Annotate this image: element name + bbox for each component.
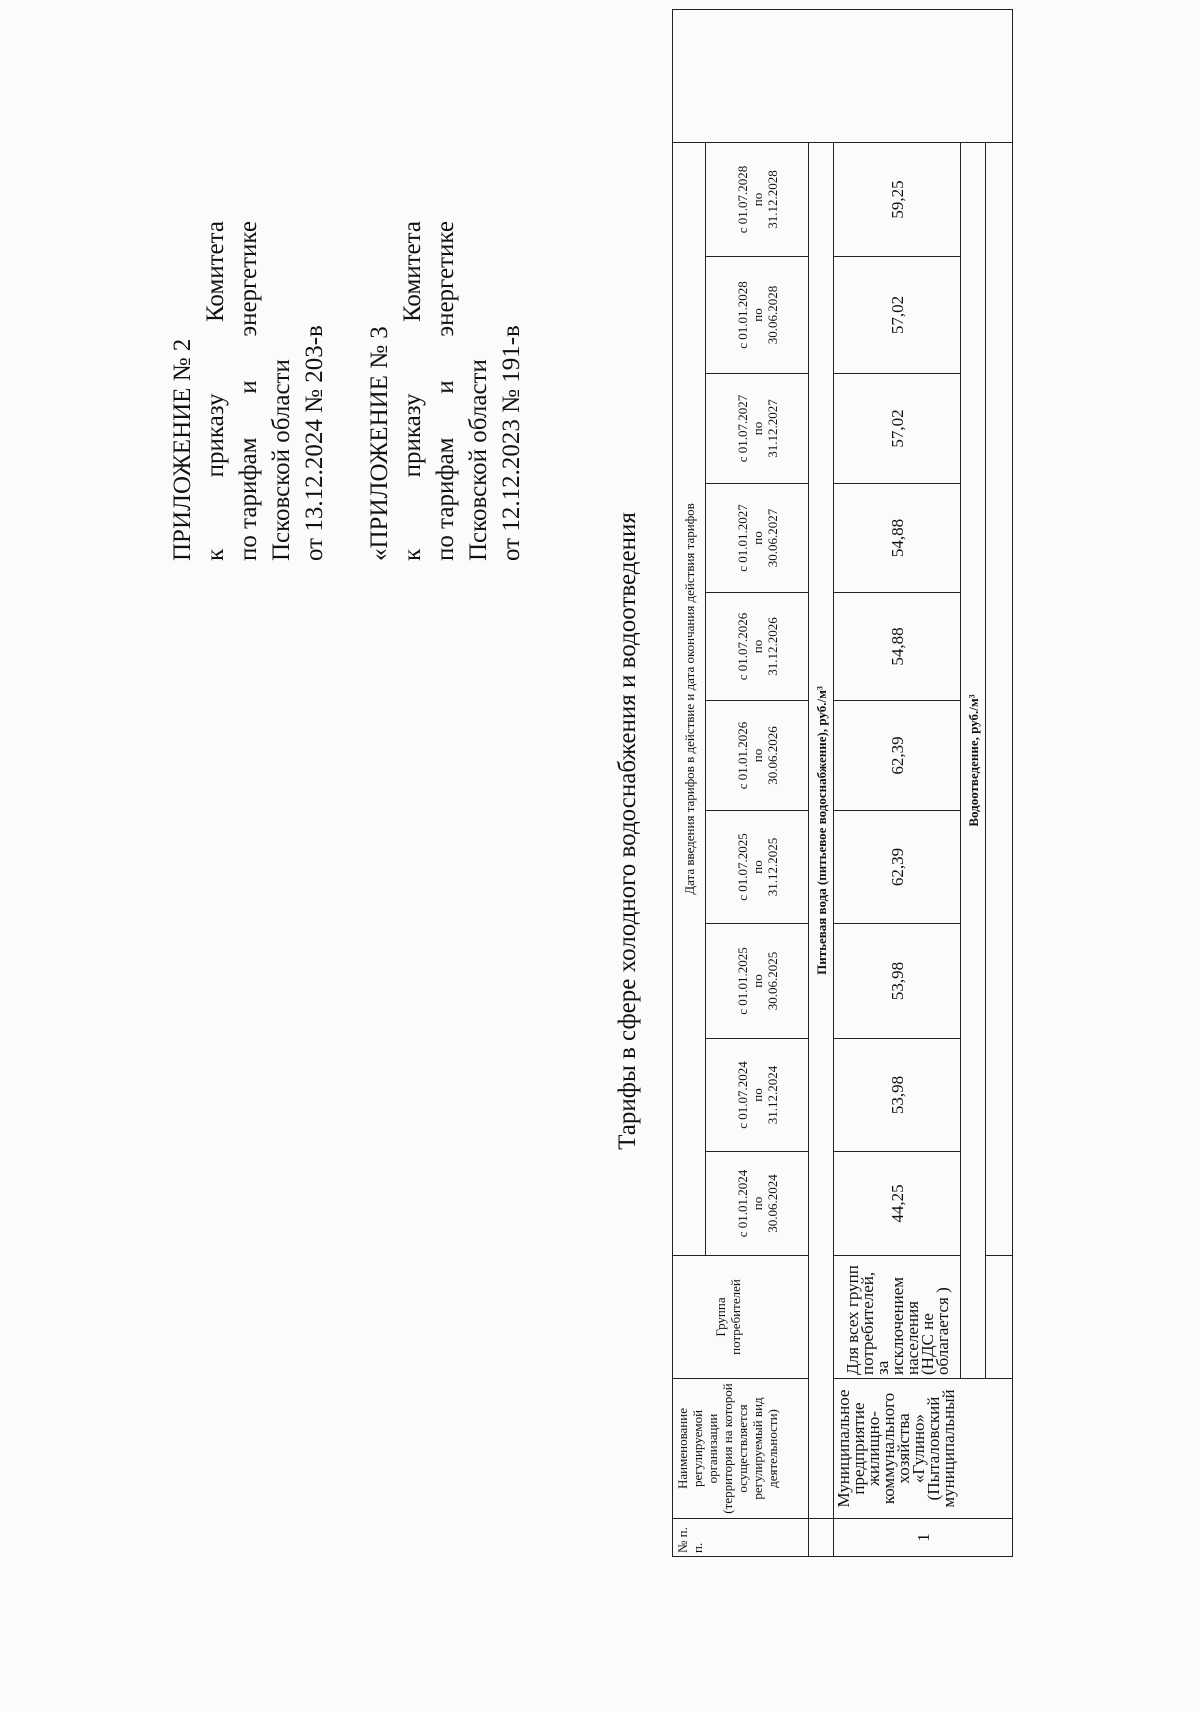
period-to: 31.12.2028 — [764, 170, 780, 229]
sewer-group-cell — [986, 1256, 1013, 1379]
period-from: с 01.07.2026 — [734, 612, 750, 681]
period-from: с 01.01.2027 — [734, 504, 750, 572]
appendix-title: ПРИЛОЖЕНИЕ № 2 — [169, 338, 196, 561]
tariff-value: 62,39 — [834, 811, 961, 924]
period-cell — [706, 1152, 809, 1256]
col-header-dates: Дата введения тарифов в действие и дата окончания действия тарифов — [673, 143, 706, 1256]
right-margin-cell — [673, 10, 1013, 143]
sewer-values-cell — [986, 143, 1013, 1256]
period-mid: по — [749, 860, 765, 874]
period-cell — [706, 593, 809, 701]
header-row — [673, 10, 706, 1557]
period-mid: по — [749, 1088, 765, 1102]
period-from: с 01.01.2028 — [734, 281, 750, 349]
tariff-value: 44,25 — [834, 1152, 961, 1256]
tariff-value: 62,39 — [834, 701, 961, 811]
period-to: 30.06.2027 — [764, 508, 780, 568]
period-mid: по — [749, 421, 765, 436]
period-to: 30.06.2028 — [764, 285, 780, 345]
appendix-title: «ПРИЛОЖЕНИЕ № 3 — [366, 326, 393, 561]
order-date-number: от 13.12.2024 № 203-в — [301, 325, 328, 561]
row-number: 1 — [834, 1519, 1013, 1557]
col-header-group: Группа потребителей — [673, 1256, 809, 1379]
tariff-value: 53,98 — [834, 1039, 961, 1152]
col-header-num: № п. п. — [673, 1519, 809, 1557]
col-header-org: Наименование регулируемой организации (территория на которой осуществляется регулируемый вид деятельности) — [673, 1379, 809, 1519]
period-from: с 01.01.2026 — [734, 721, 750, 790]
period-cell — [706, 374, 809, 484]
tariff-value: 59,25 — [834, 143, 961, 257]
water-values-row — [834, 10, 961, 1557]
org-name: Муниципальное предприятие жилищно-коммунального хозяйства «Гулино» (Пыталовский муниципальный — [834, 1379, 1013, 1519]
period-cell — [706, 701, 809, 811]
period-cell — [706, 1039, 809, 1152]
period-to: 31.12.2027 — [764, 399, 780, 458]
appendix-header-new: ПРИЛОЖЕНИЕ № 2 к приказу Комитета по тарифам и энергетике Псковской области от 13.12.2024 № 203-в — [166, 221, 331, 561]
period-cell — [706, 484, 809, 593]
section-sewer-row — [961, 10, 986, 1557]
period-to: 30.06.2025 — [764, 951, 780, 1011]
period-from: с 01.07.2024 — [734, 1061, 750, 1129]
tariff-value: 53,98 — [834, 924, 961, 1039]
period-mid: по — [749, 1196, 765, 1211]
period-cell — [706, 811, 809, 924]
tariff-value: 54,88 — [834, 484, 961, 593]
period-to: 31.12.2024 — [764, 1065, 780, 1125]
period-to: 30.06.2026 — [764, 726, 780, 785]
period-mid: по — [749, 531, 765, 545]
period-to: 31.12.2026 — [764, 617, 780, 676]
period-to: 31.12.2025 — [764, 837, 780, 897]
tariff-value: 57,02 — [834, 374, 961, 484]
period-from: с 01.07.2027 — [734, 394, 750, 463]
period-mid: по — [749, 308, 765, 322]
sewer-values-row — [986, 10, 1013, 1557]
section-water: Питьевая вода (питьевое водоснабжение), руб./м³ — [809, 143, 834, 1519]
tariff-table — [672, 9, 1013, 1557]
period-from: с 01.07.2028 — [734, 165, 750, 234]
period-cell — [706, 257, 809, 374]
appendix-header-old: «ПРИЛОЖЕНИЕ № 3 к приказу Комитета по тарифам и энергетике Псковской области от 12.12.2023 № 191-в — [363, 221, 528, 561]
period-mid: по — [749, 748, 765, 763]
period-from: с 01.01.2025 — [734, 947, 750, 1015]
period-to: 30.06.2024 — [764, 1174, 780, 1233]
period-cell — [706, 143, 809, 257]
period-mid: по — [749, 639, 765, 654]
period-mid: по — [749, 974, 765, 988]
period-from: с 01.01.2024 — [734, 1169, 750, 1238]
period-from: с 01.07.2025 — [734, 833, 750, 901]
period-cell — [706, 924, 809, 1039]
period-mid: по — [749, 192, 765, 207]
document-title: Тарифы в сфере холодного водоснабжения и водоотведения — [614, 512, 641, 1150]
tariff-value: 57,02 — [834, 257, 961, 374]
section-water-row — [809, 10, 834, 1557]
order-date-number: от 12.12.2023 № 191-в — [498, 325, 525, 561]
tariff-value: 54,88 — [834, 593, 961, 701]
section-sewer: Водоотведение, руб./м³ — [961, 143, 986, 1379]
consumer-group: Для всех групп потребителей, за исключением населения (НДС не облагается ) — [834, 1256, 961, 1379]
